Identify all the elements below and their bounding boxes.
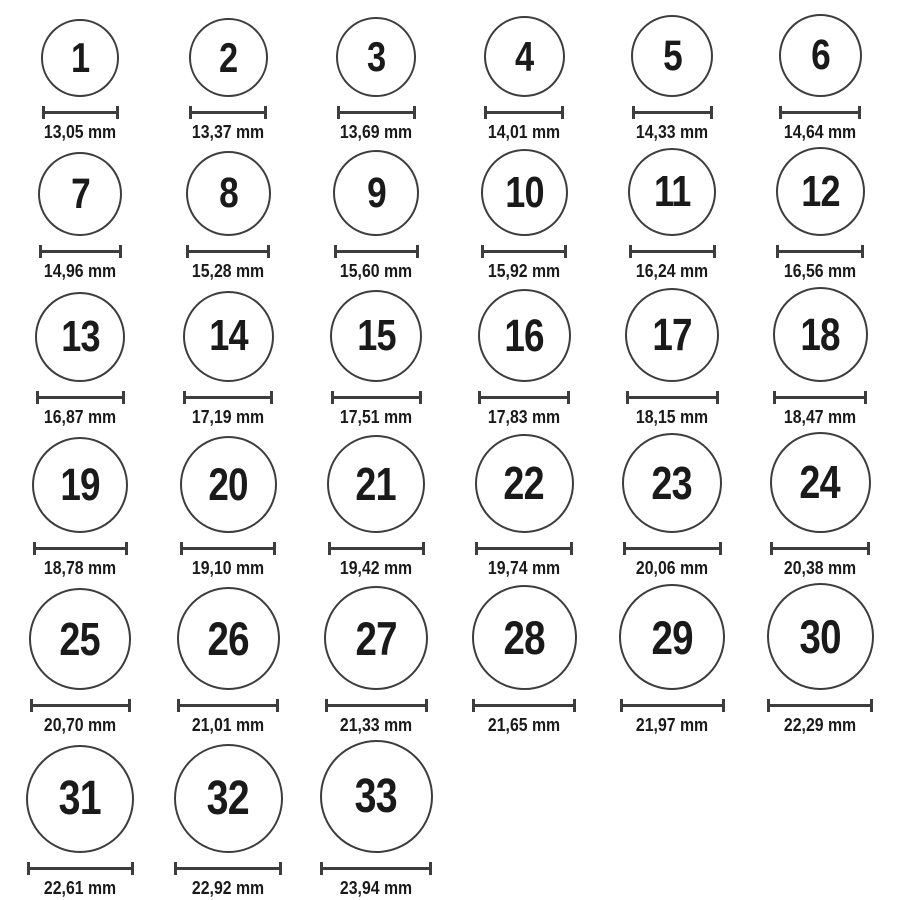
ring-cell: [302, 586, 450, 737]
ring-cell: [154, 587, 302, 737]
diameter-label: 22,92 mm: [191, 878, 265, 899]
ring-cell: [598, 148, 746, 283]
ring-size-number: 31: [58, 772, 102, 826]
ring-circle: [330, 290, 422, 382]
ring-cell: [6, 745, 154, 900]
diameter-measure-bar: [177, 867, 279, 870]
diameter-label: 21,65 mm: [487, 715, 561, 736]
diameter-label: 20,70 mm: [43, 715, 117, 736]
ring-circle: [631, 15, 713, 97]
diameter-measure-bar: [484, 250, 564, 253]
ring-size-number: 16: [504, 309, 544, 361]
diameter-measure-line: [620, 699, 725, 712]
ring-size-number: 1: [70, 34, 90, 81]
ring-row: [6, 14, 894, 144]
ring-row: [6, 147, 894, 283]
diameter-measure-line: [629, 245, 716, 258]
ring-row: [6, 432, 894, 580]
diameter-label: 14,64 mm: [783, 122, 857, 142]
diameter-measure-bar: [487, 111, 561, 114]
ring-cell: [746, 287, 894, 429]
ring-cell: [746, 583, 894, 737]
diameter-measure-line: [30, 699, 131, 712]
diameter-label: 14,96 mm: [43, 261, 117, 282]
diameter-measure-line: [328, 542, 425, 555]
diameter-measure-line: [770, 542, 870, 555]
ring-cell: [450, 434, 598, 580]
diameter-measure-line: [39, 245, 122, 258]
ring-size-number: 13: [60, 311, 100, 361]
ring-size-number: 9: [366, 168, 386, 217]
ring-cell: [450, 585, 598, 737]
ring-cell: [6, 292, 154, 429]
ring-circle: [770, 432, 871, 533]
diameter-label: 18,15 mm: [635, 406, 709, 427]
diameter-label: 17,83 mm: [487, 406, 561, 427]
ring-circle: [628, 148, 716, 236]
diameter-label: 22,61 mm: [43, 878, 117, 899]
ring-cell: [598, 288, 746, 429]
diameter-measure-bar: [629, 396, 716, 399]
ring-circle: [625, 288, 719, 382]
diameter-measure-line: [33, 542, 128, 555]
diameter-measure-bar: [39, 396, 122, 399]
diameter-measure-bar: [45, 111, 116, 114]
diameter-measure-bar: [186, 396, 270, 399]
diameter-measure-line: [773, 391, 867, 404]
ring-cell: [302, 435, 450, 580]
ring-cell: [746, 14, 894, 144]
ring-cell: [302, 290, 450, 429]
diameter-measure-bar: [323, 867, 429, 870]
diameter-measure-line: [189, 106, 267, 119]
ring-circle: [324, 586, 428, 690]
diameter-label: 21,33 mm: [339, 715, 413, 736]
ring-size-number: 3: [366, 33, 386, 80]
diameter-measure-line: [334, 245, 419, 258]
ring-circle: [183, 291, 274, 382]
ring-size-number: 6: [810, 31, 830, 79]
ring-circle: [320, 740, 433, 853]
diameter-measure-bar: [334, 396, 419, 399]
diameter-measure-line: [320, 862, 432, 875]
ring-size-number: 10: [504, 167, 544, 217]
ring-cell: [598, 584, 746, 737]
ring-circle: [484, 16, 565, 97]
diameter-measure-bar: [782, 111, 858, 114]
diameter-measure-bar: [773, 547, 867, 550]
diameter-measure-line: [478, 391, 570, 404]
diameter-measure-bar: [36, 547, 125, 550]
diameter-label: 19,10 mm: [191, 557, 265, 578]
diameter-measure-bar: [623, 704, 722, 707]
ring-size-number: 21: [355, 457, 397, 510]
diameter-label: 13,05 mm: [43, 122, 117, 142]
ring-cell: [598, 15, 746, 144]
diameter-measure-line: [776, 245, 864, 258]
diameter-measure-line: [36, 391, 125, 404]
ring-size-number: 19: [60, 459, 100, 511]
ring-circle: [333, 150, 419, 236]
ring-circle: [41, 19, 119, 97]
diameter-label: 19,74 mm: [487, 557, 561, 578]
ring-cell: [6, 152, 154, 283]
ring-cell: [154, 436, 302, 580]
ring-cell: [746, 147, 894, 283]
ring-circle: [29, 588, 131, 690]
diameter-measure-bar: [340, 111, 413, 114]
diameter-label: 16,87 mm: [43, 406, 117, 427]
ring-cell: [6, 19, 154, 144]
ring-size-number: 15: [356, 310, 396, 360]
diameter-measure-line: [632, 106, 713, 119]
diameter-measure-line: [42, 106, 119, 119]
ring-cell: [302, 740, 450, 900]
diameter-measure-line: [325, 699, 428, 712]
diameter-label: 14,01 mm: [487, 122, 561, 142]
diameter-label: 21,01 mm: [191, 715, 265, 736]
ring-circle: [327, 435, 425, 533]
diameter-measure-line: [337, 106, 416, 119]
diameter-label: 15,92 mm: [487, 261, 561, 282]
diameter-label: 17,51 mm: [339, 406, 413, 427]
ring-size-number: 30: [799, 610, 841, 664]
ring-circle: [481, 149, 568, 236]
ring-size-number: 7: [70, 169, 90, 218]
diameter-measure-bar: [42, 250, 119, 253]
ring-size-number: 14: [208, 311, 248, 361]
ring-size-number: 29: [651, 610, 693, 664]
ring-size-number: 32: [206, 771, 250, 825]
ring-size-number: 18: [800, 308, 840, 360]
diameter-measure-bar: [328, 704, 425, 707]
ring-size-number: 20: [208, 458, 248, 510]
diameter-measure-bar: [478, 547, 570, 550]
diameter-label: 15,60 mm: [339, 261, 413, 282]
diameter-measure-bar: [632, 250, 713, 253]
diameter-measure-bar: [635, 111, 710, 114]
diameter-measure-bar: [626, 547, 719, 550]
diameter-measure-line: [27, 862, 134, 875]
diameter-measure-bar: [30, 867, 131, 870]
diameter-measure-bar: [770, 704, 870, 707]
ring-size-number: 22: [503, 457, 545, 510]
ring-size-number: 8: [218, 169, 238, 218]
ring-circle: [26, 745, 134, 853]
ring-cell: [450, 16, 598, 144]
diameter-label: 22,29 mm: [783, 715, 857, 736]
ring-circle: [38, 152, 122, 236]
ring-circle: [189, 18, 268, 97]
ring-cell: [154, 18, 302, 144]
ring-row: [6, 287, 894, 429]
diameter-measure-bar: [33, 704, 128, 707]
diameter-measure-line: [481, 245, 567, 258]
ring-size-number: 26: [207, 612, 249, 666]
diameter-measure-line: [472, 699, 576, 712]
ring-row: [6, 583, 894, 737]
ring-size-number: 5: [662, 31, 682, 80]
diameter-measure-bar: [192, 111, 264, 114]
ring-cell: [746, 432, 894, 580]
diameter-measure-line: [174, 862, 282, 875]
diameter-label: 19,42 mm: [339, 557, 413, 578]
ring-size-number: 11: [653, 167, 691, 217]
diameter-label: 15,28 mm: [191, 261, 265, 282]
diameter-measure-bar: [183, 547, 273, 550]
ring-size-number: 33: [354, 769, 398, 823]
diameter-measure-line: [767, 699, 873, 712]
ring-cell: [154, 291, 302, 429]
ring-cell: [450, 289, 598, 429]
diameter-measure-bar: [180, 704, 276, 707]
ring-circle: [776, 147, 865, 236]
diameter-label: 18,78 mm: [43, 557, 117, 578]
diameter-measure-bar: [337, 250, 416, 253]
diameter-measure-bar: [481, 396, 567, 399]
ring-circle: [773, 287, 868, 382]
diameter-measure-bar: [776, 396, 864, 399]
diameter-measure-line: [626, 391, 719, 404]
diameter-measure-line: [779, 106, 861, 119]
ring-circle: [767, 583, 874, 690]
ring-cell: [154, 151, 302, 283]
ring-circle: [177, 587, 280, 690]
ring-cell: [302, 150, 450, 283]
ring-size-number: 24: [799, 456, 841, 509]
diameter-measure-line: [475, 542, 573, 555]
ring-circle: [622, 433, 722, 533]
diameter-label: 14,33 mm: [635, 122, 709, 142]
diameter-measure-line: [186, 245, 270, 258]
ring-size-number: 4: [514, 32, 534, 80]
ring-circle: [475, 434, 574, 533]
ring-cell: [302, 17, 450, 144]
diameter-label: 16,56 mm: [783, 261, 857, 282]
ring-circle: [32, 437, 128, 533]
diameter-label: 18,47 mm: [783, 406, 857, 427]
ring-circle: [478, 289, 571, 382]
ring-size-number: 27: [355, 611, 397, 665]
diameter-measure-line: [183, 391, 273, 404]
diameter-label: 17,19 mm: [191, 406, 265, 427]
ring-circle: [174, 744, 283, 853]
diameter-measure-line: [484, 106, 564, 119]
diameter-label: 21,97 mm: [635, 715, 709, 736]
diameter-label: 13,69 mm: [339, 122, 413, 142]
diameter-measure-line: [177, 699, 279, 712]
ring-size-number: 17: [652, 309, 692, 361]
ring-cell: [6, 588, 154, 737]
diameter-measure-bar: [189, 250, 267, 253]
diameter-label: 20,38 mm: [783, 557, 857, 578]
diameter-measure-bar: [475, 704, 573, 707]
ring-size-number: 28: [503, 611, 545, 665]
diameter-measure-line: [331, 391, 422, 404]
ring-size-number: 25: [59, 613, 101, 666]
ring-size-number: 2: [218, 33, 238, 81]
ring-size-number: 12: [800, 166, 840, 216]
diameter-measure-line: [180, 542, 276, 555]
ring-circle: [619, 584, 725, 690]
diameter-label: 16,24 mm: [635, 261, 709, 282]
diameter-measure-bar: [779, 250, 861, 253]
diameter-measure-bar: [331, 547, 422, 550]
ring-row: [6, 740, 894, 900]
diameter-measure-line: [623, 542, 722, 555]
diameter-label: 23,94 mm: [339, 878, 413, 899]
ring-circle: [472, 585, 577, 690]
diameter-label: 13,37 mm: [191, 122, 265, 142]
diameter-label: 20,06 mm: [635, 557, 709, 578]
ring-cell: [450, 149, 598, 283]
ring-size-number: 23: [651, 456, 693, 509]
ring-cell: [6, 437, 154, 580]
ring-cell: [598, 433, 746, 580]
ring-circle: [336, 17, 416, 97]
ring-cell: [154, 744, 302, 900]
ring-circle: [779, 14, 862, 97]
ring-circle: [186, 151, 271, 236]
ring-circle: [180, 436, 277, 533]
ring-circle: [35, 292, 125, 382]
